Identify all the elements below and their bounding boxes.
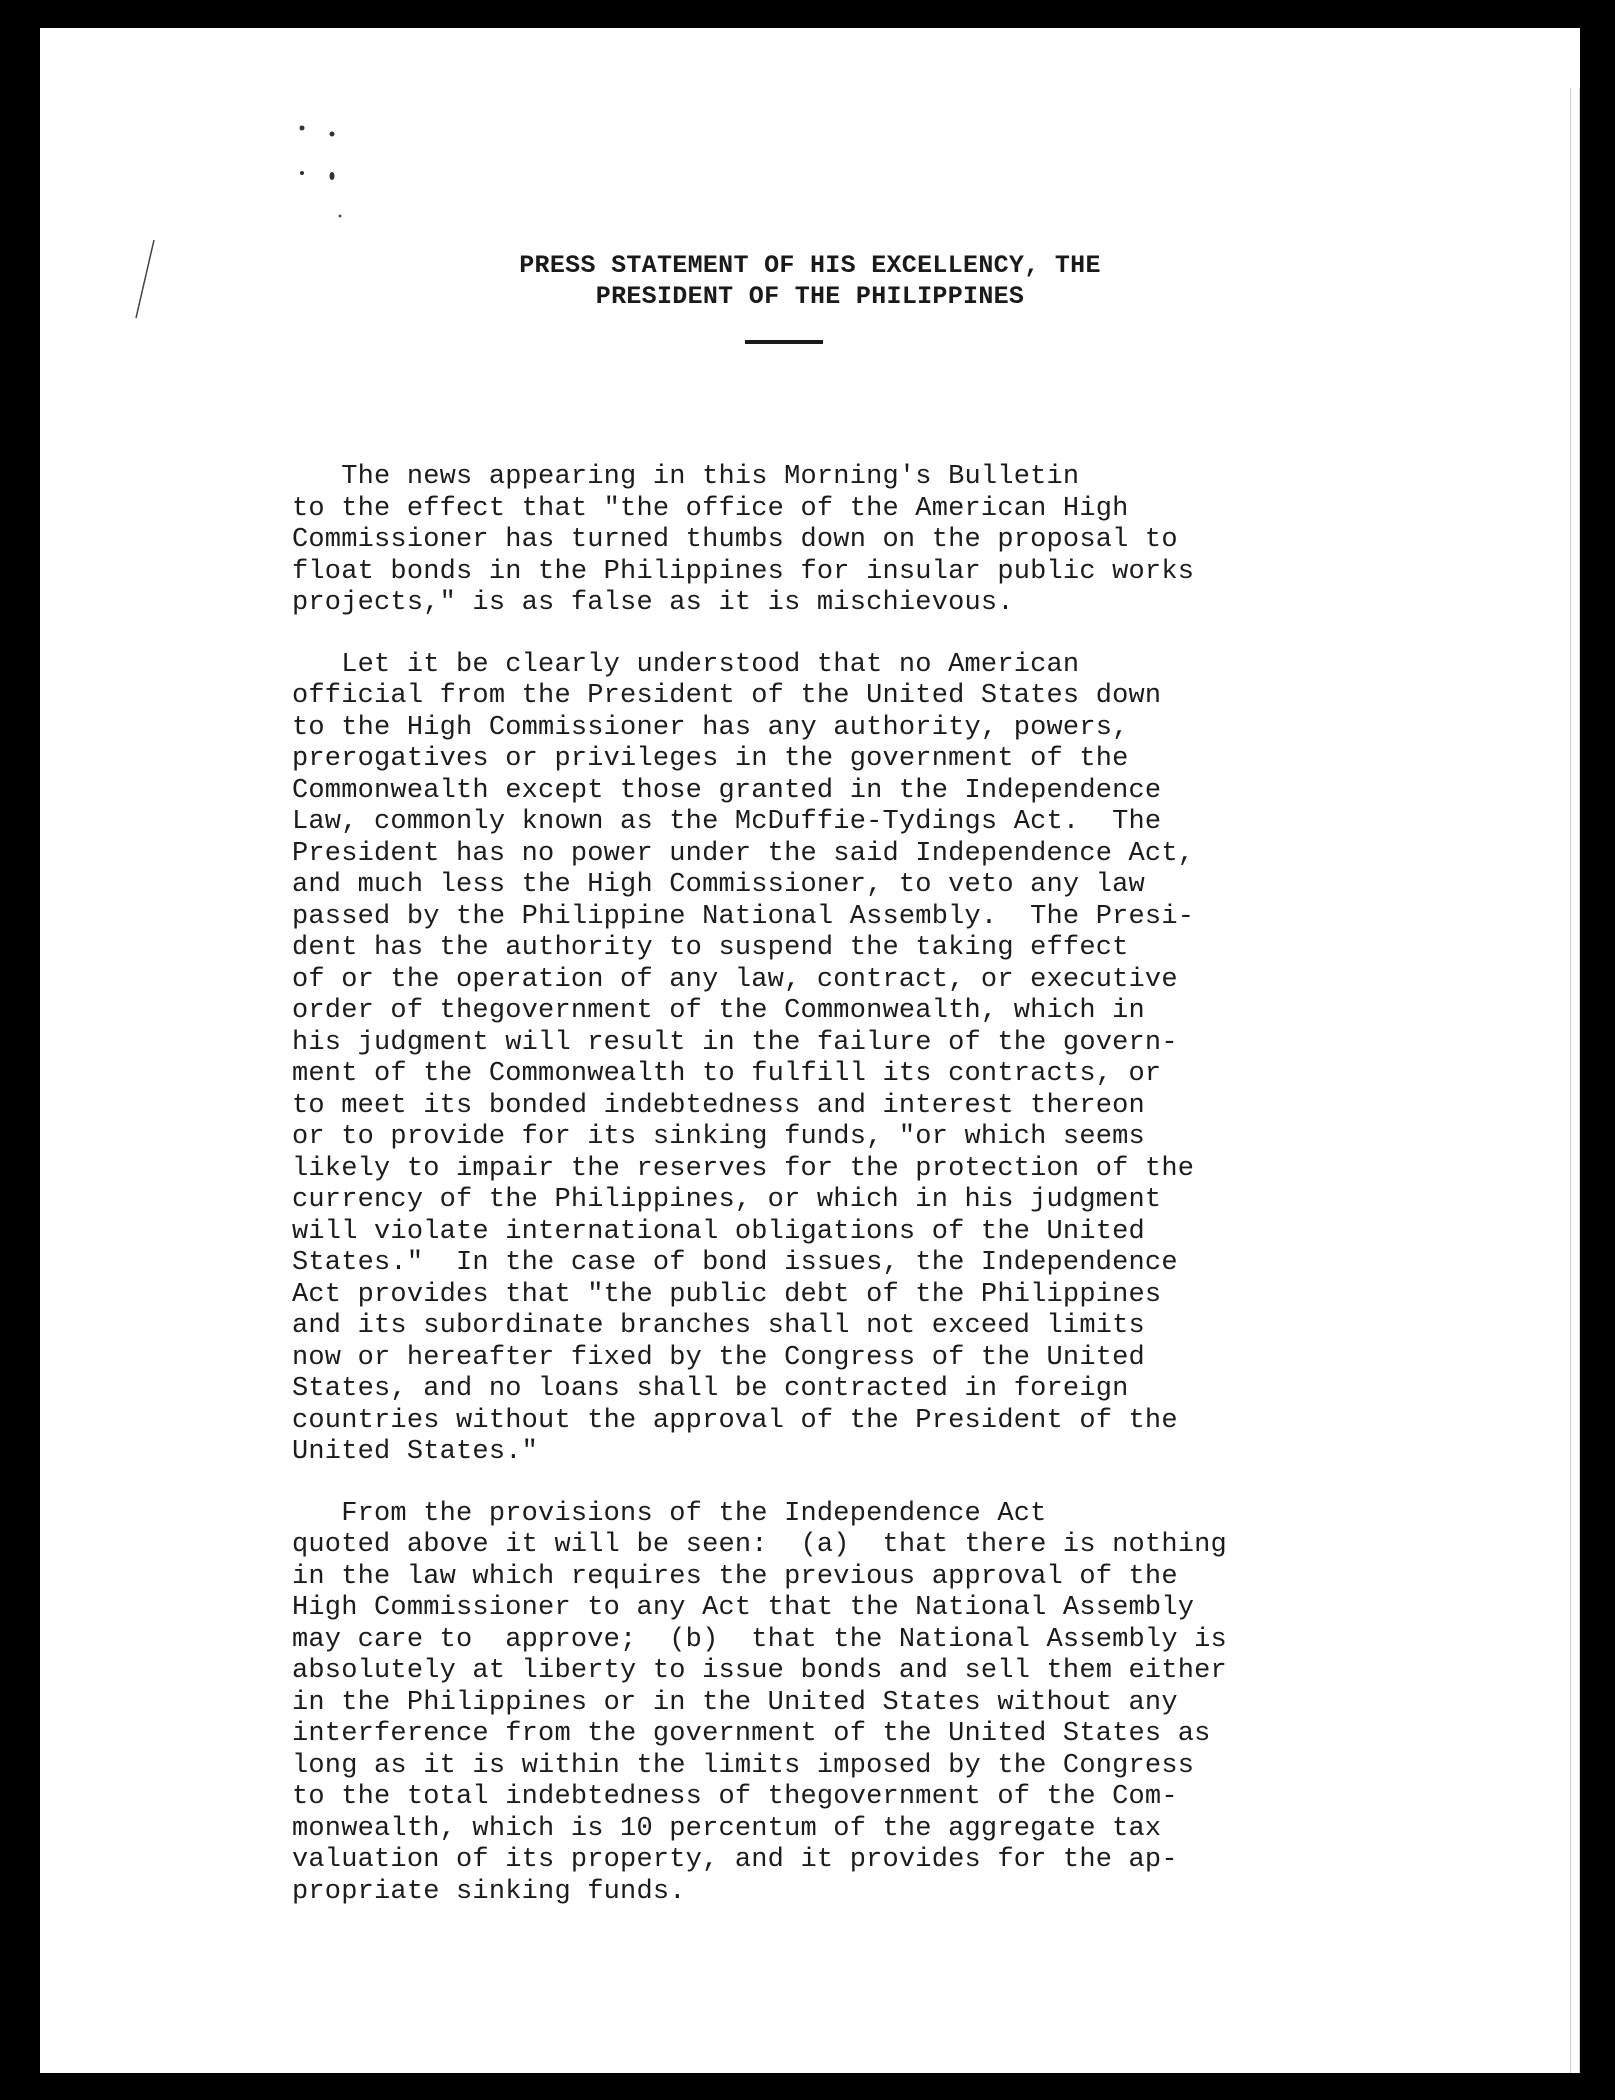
text-line: and much less the High Commissioner, to veto any law <box>292 870 1145 900</box>
text-line: of or the operation of any law, contract, or executive <box>292 964 1178 995</box>
text-line: Commonwealth except those granted in the Independence <box>292 775 1162 806</box>
text-line: United States." <box>292 1437 539 1467</box>
text-line: Law, commonly known as the McDuffie-Tydings Act. The <box>292 807 1162 837</box>
text-line: valuation of its property, and it provides for the ap- <box>292 1845 1178 1875</box>
text-line: in the law which requires the previous approval of the <box>292 1561 1178 1592</box>
speck <box>339 215 342 218</box>
text-line: now or hereafter fixed by the Congress of the United <box>292 1342 1145 1373</box>
text-line: States, and no loans shall be contracted in foreign <box>292 1374 1129 1404</box>
title-line-1: PRESS STATEMENT OF HIS EXCELLENCY, THE <box>519 251 1101 280</box>
text-line: quoted above it will be seen: (a) that there is nothing <box>292 1530 1227 1560</box>
text-line: prerogatives or privileges in the government of the <box>292 744 1129 774</box>
text-line: to the High Commissioner has any authority, powers, <box>292 712 1129 743</box>
paragraph-3 <box>292 1499 1432 1909</box>
text-line: long as it is within the limits imposed by the Congress <box>292 1750 1195 1781</box>
text-line: Act provides that "the public debt of the Philippines <box>292 1279 1162 1310</box>
document-page <box>40 28 1580 2073</box>
text-line: in the Philippines or in the United States without any <box>292 1687 1178 1718</box>
text-line: dent has the authority to suspend the taking effect <box>292 933 1129 963</box>
text-line: projects," is as false as it is mischievous. <box>292 588 1014 618</box>
document-title <box>40 250 1580 312</box>
title-rule <box>745 340 823 344</box>
speck <box>300 126 305 131</box>
text-line: Commissioner has turned thumbs down on the proposal to <box>292 525 1178 555</box>
paragraph-2 <box>292 650 1432 1469</box>
text-line: to the effect that "the office of the American High <box>292 493 1129 524</box>
text-line: Let it be clearly understood that no American <box>292 649 1080 680</box>
title-line-2: PRESIDENT OF THE PHILIPPINES <box>595 282 1025 311</box>
text-line: ment of the Commonwealth to fulfill its contracts, or <box>292 1059 1162 1089</box>
text-line: official from the President of the United States down <box>292 681 1162 711</box>
speck <box>330 172 335 180</box>
text-line: propriate sinking funds. <box>292 1876 686 1907</box>
text-line: likely to impair the reserves for the protection of the <box>292 1153 1195 1184</box>
text-line: or to provide for its sinking funds, "or which seems <box>292 1122 1145 1152</box>
text-line: order of thegovernment of the Commonwealth, which in <box>292 996 1145 1026</box>
text-line: passed by the Philippine National Assembly. The Presi- <box>292 901 1195 932</box>
text-line: absolutely at liberty to issue bonds and sell them either <box>292 1656 1227 1686</box>
text-line: States." In the case of bond issues, the Independence <box>292 1248 1178 1278</box>
text-line: may care to approve; (b) that the National Assembly is <box>292 1624 1227 1655</box>
text-line: monwealth, which is 10 percentum of the aggregate tax <box>292 1813 1162 1844</box>
text-line: his judgment will result in the failure of the govern- <box>292 1027 1178 1058</box>
text-line: float bonds in the Philippines for insular public works <box>292 556 1195 587</box>
text-line: interference from the government of the United States as <box>292 1719 1211 1749</box>
text-line: President has no power under the said Independence Act, <box>292 838 1195 869</box>
speck <box>330 132 335 137</box>
text-line: to the total indebtedness of thegovernment of the Com- <box>292 1782 1178 1812</box>
text-line: From the provisions of the Independence Act <box>292 1498 1047 1529</box>
paragraph-1 <box>292 462 1432 620</box>
text-line: High Commissioner to any Act that the National Assembly <box>292 1593 1195 1623</box>
document-body <box>292 462 1432 1938</box>
text-line: countries without the approval of the President of the <box>292 1405 1178 1436</box>
text-line: to meet its bonded indebtedness and interest thereon <box>292 1090 1145 1121</box>
speck <box>300 171 304 175</box>
text-line: The news appearing in this Morning's Bulletin <box>292 462 1080 492</box>
text-line: will violate international obligations of the United <box>292 1216 1145 1247</box>
text-line: currency of the Philippines, or which in his judgment <box>292 1185 1162 1215</box>
text-line: and its subordinate branches shall not exceed limits <box>292 1311 1145 1341</box>
